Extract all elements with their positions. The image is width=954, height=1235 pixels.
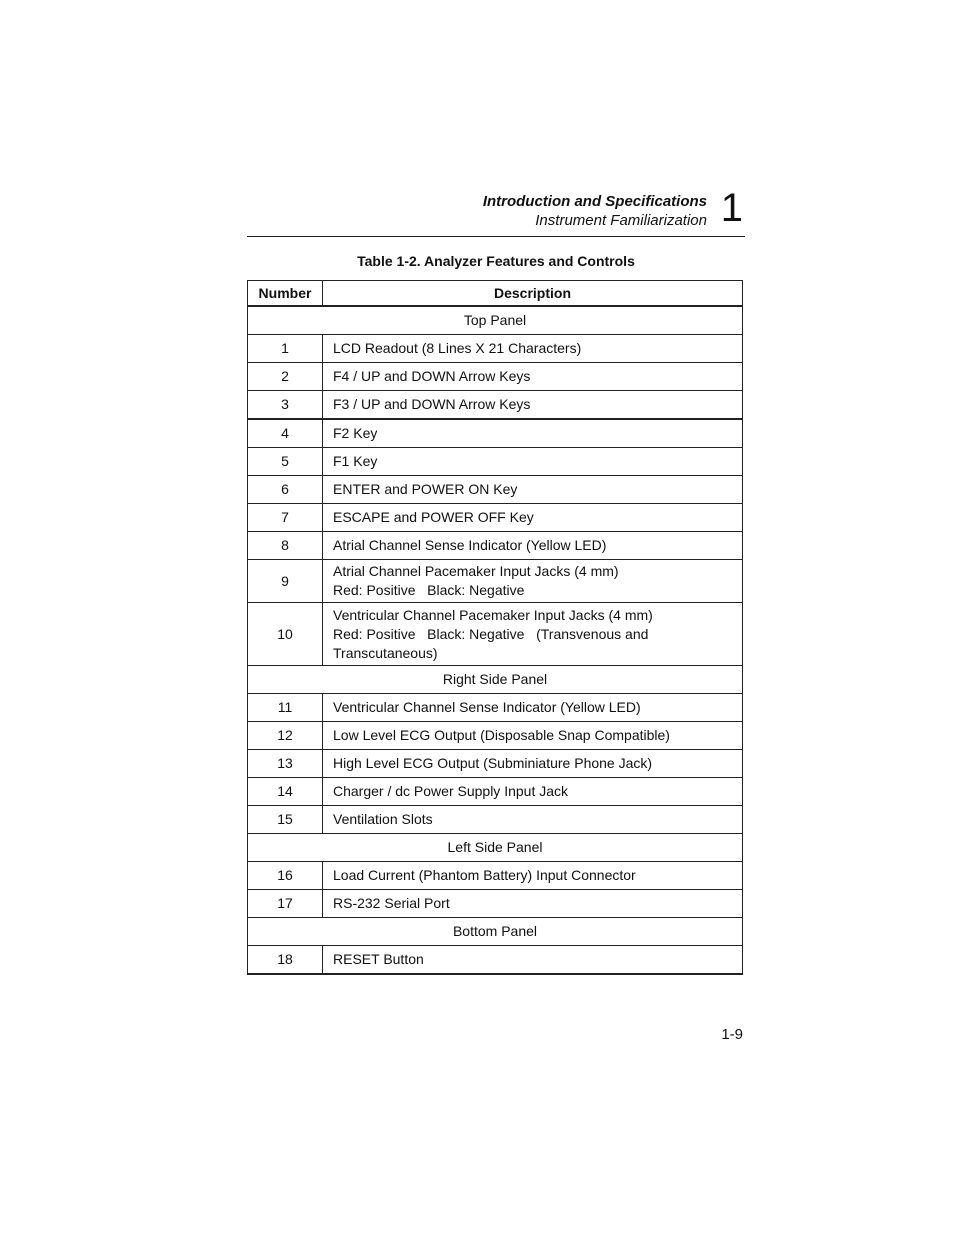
table-row	[248, 560, 743, 603]
section-title: Left Side Panel	[248, 834, 743, 862]
item-description	[323, 363, 743, 391]
table-body	[248, 306, 743, 974]
item-description	[323, 890, 743, 918]
item-description	[323, 335, 743, 363]
section-title: Instrument Familiarization	[535, 212, 707, 229]
description-line: RS-232 Serial Port	[333, 895, 450, 911]
column-header-description: Description	[323, 281, 743, 307]
item-description	[323, 560, 743, 603]
section-title: Top Panel	[248, 306, 743, 335]
description-line: Ventricular Channel Pacemaker Input Jacks (4 mm)	[333, 606, 653, 623]
section-row	[248, 666, 743, 694]
description-line: Red: Positive Black: Negative	[333, 582, 525, 598]
table-row	[248, 750, 743, 778]
table-row	[248, 778, 743, 806]
table-row	[248, 890, 743, 918]
description-line: Ventricular Channel Sense Indicator (Yellow LED)	[333, 699, 641, 715]
table-row	[248, 862, 743, 890]
table-row	[248, 476, 743, 504]
header-titles	[483, 192, 707, 230]
item-description	[323, 448, 743, 476]
item-description	[323, 694, 743, 722]
description-line: F2 Key	[333, 425, 378, 441]
table-row	[248, 722, 743, 750]
description-line: Transcutaneous)	[333, 644, 438, 661]
description-line: RESET Button	[333, 951, 424, 967]
table-row	[248, 504, 743, 532]
description-line: ESCAPE and POWER OFF Key	[333, 509, 534, 525]
description-line: Red: Positive Black: Negative (Transvenous and	[333, 625, 649, 642]
item-number: 14	[248, 778, 323, 806]
item-number: 4	[248, 419, 323, 448]
table-row	[248, 806, 743, 834]
features-table	[247, 280, 743, 975]
description-line: Load Current (Phantom Battery) Input Connector	[333, 867, 636, 883]
chapter-number: 1	[720, 186, 743, 230]
table-row	[248, 946, 743, 975]
description-line: Low Level ECG Output (Disposable Snap Compatible)	[333, 727, 670, 743]
item-description	[323, 862, 743, 890]
description-line: Charger / dc Power Supply Input Jack	[333, 783, 569, 799]
item-number: 2	[248, 363, 323, 391]
item-number: 3	[248, 391, 323, 420]
item-number: 12	[248, 722, 323, 750]
description-line: High Level ECG Output (Subminiature Phone Jack)	[333, 755, 653, 771]
item-description	[323, 391, 743, 420]
description-line: F3 / UP and DOWN Arrow Keys	[333, 396, 531, 412]
item-number: 16	[248, 862, 323, 890]
description-line: LCD Readout (8 Lines X 21 Characters)	[333, 340, 582, 356]
table-row	[248, 448, 743, 476]
description-line: Ventilation Slots	[333, 811, 433, 827]
table-header-row	[248, 281, 743, 307]
running-header	[247, 186, 745, 237]
item-number: 1	[248, 335, 323, 363]
item-number: 13	[248, 750, 323, 778]
section-row	[248, 306, 743, 335]
item-description	[323, 504, 743, 532]
table-row	[248, 532, 743, 560]
column-header-number: Number	[248, 281, 323, 307]
item-description	[323, 946, 743, 975]
table-row	[248, 419, 743, 448]
section-title: Bottom Panel	[248, 918, 743, 946]
item-description	[323, 806, 743, 834]
item-description	[323, 419, 743, 448]
description-line: F4 / UP and DOWN Arrow Keys	[333, 368, 531, 384]
table-caption: Table 1-2. Analyzer Features and Controls	[357, 253, 635, 269]
table-row	[248, 603, 743, 666]
item-number: 6	[248, 476, 323, 504]
item-number: 8	[248, 532, 323, 560]
item-number: 17	[248, 890, 323, 918]
item-number: 10	[248, 603, 323, 666]
description-line: Atrial Channel Pacemaker Input Jacks (4 mm)	[333, 563, 619, 579]
item-number: 18	[248, 946, 323, 975]
table-row	[248, 391, 743, 420]
item-description	[323, 722, 743, 750]
description-line: Atrial Channel Sense Indicator (Yellow LED)	[333, 537, 607, 553]
page-number: 1-9	[721, 1026, 743, 1043]
item-number: 15	[248, 806, 323, 834]
item-number: 5	[248, 448, 323, 476]
item-description	[323, 750, 743, 778]
description-line: F1 Key	[333, 453, 378, 469]
table-row	[248, 335, 743, 363]
section-row	[248, 918, 743, 946]
item-description	[323, 532, 743, 560]
description-line: ENTER and POWER ON Key	[333, 481, 518, 497]
table-row	[248, 694, 743, 722]
section-title: Right Side Panel	[248, 666, 743, 694]
item-number: 9	[248, 560, 323, 603]
item-description	[323, 476, 743, 504]
item-number: 11	[248, 694, 323, 722]
section-row	[248, 834, 743, 862]
table-row	[248, 363, 743, 391]
item-description	[323, 603, 743, 666]
chapter-title: Introduction and Specifications	[482, 193, 707, 210]
item-description	[323, 778, 743, 806]
item-number: 7	[248, 504, 323, 532]
